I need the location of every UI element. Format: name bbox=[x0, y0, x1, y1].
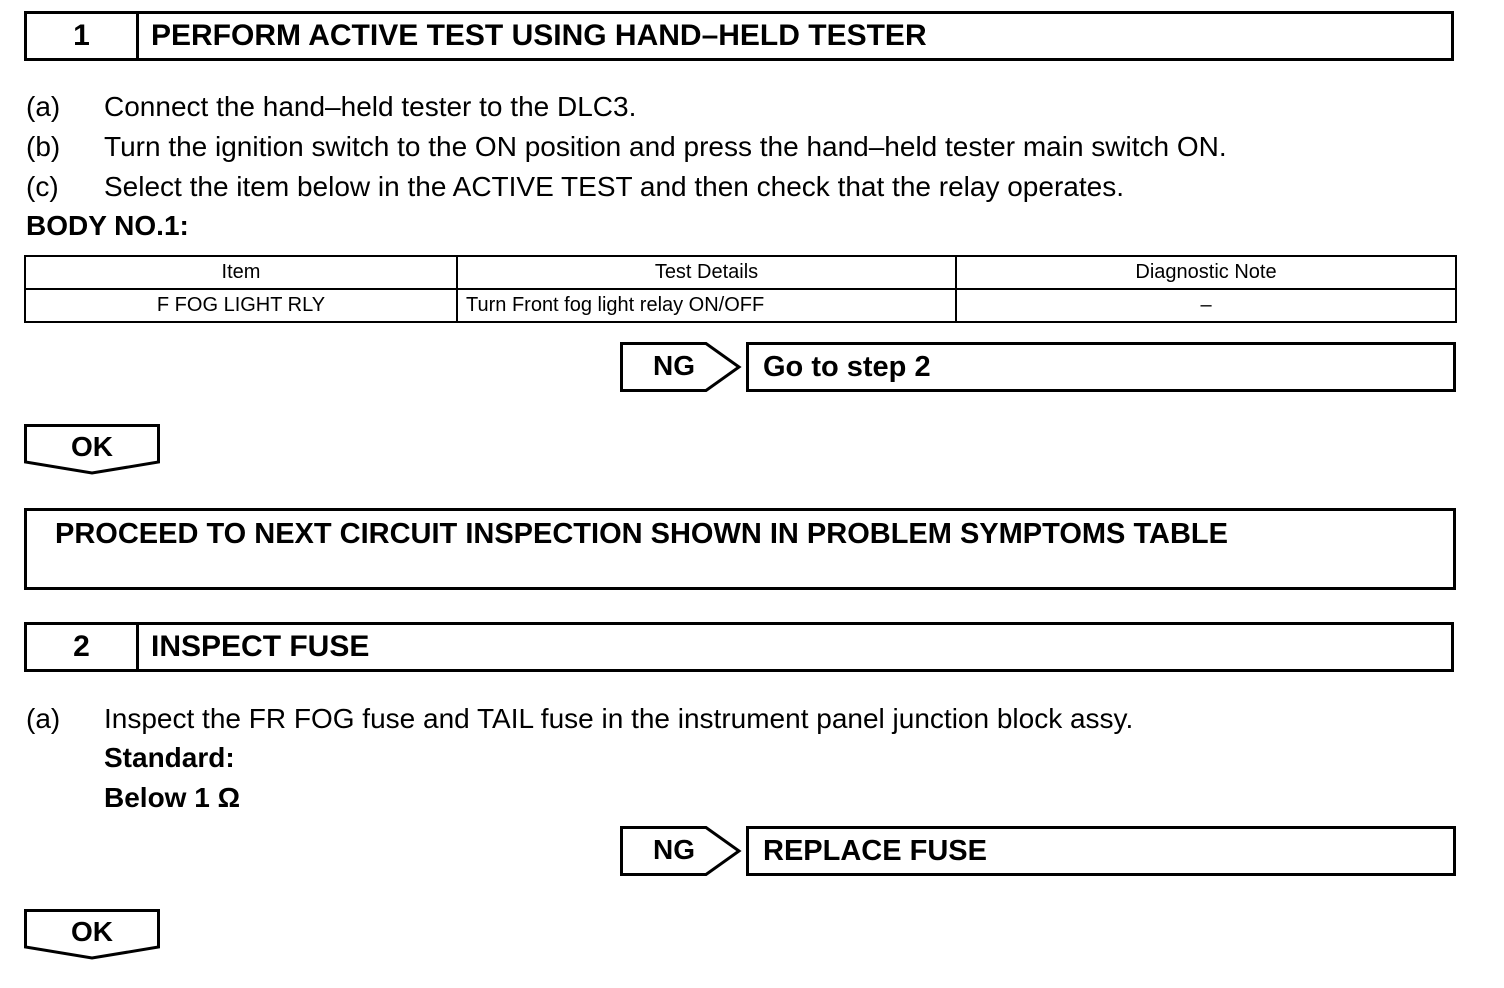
standard-label: Standard: bbox=[104, 742, 235, 773]
table-header-cell: Diagnostic Note bbox=[956, 256, 1456, 289]
ng-tag-step-2 bbox=[620, 826, 742, 876]
instruction-label: (b) bbox=[26, 131, 61, 162]
ng-tag-step-1 bbox=[620, 342, 742, 392]
ok-label: OK bbox=[71, 431, 113, 462]
table-row bbox=[25, 289, 1456, 322]
instruction-text: Select the item below in the ACTIVE TEST and then check that the relay operates. bbox=[104, 171, 1124, 202]
step-2-number: 2 bbox=[27, 625, 139, 669]
table-header-row bbox=[25, 256, 1456, 289]
ng-result-step-1: Go to step 2 bbox=[746, 342, 1456, 392]
step-1-header bbox=[24, 11, 1454, 61]
instruction-label: (a) bbox=[26, 703, 61, 734]
step-2-title: INSPECT FUSE bbox=[151, 630, 370, 663]
ok-label: OK bbox=[71, 916, 113, 947]
standard-value: Below 1 Ω bbox=[104, 782, 241, 813]
instruction-text: Inspect the FR FOG fuse and TAIL fuse in the instrument panel junction block assy. bbox=[104, 703, 1134, 734]
body-subheading: BODY NO.1: bbox=[26, 210, 189, 241]
ok-tag-step-2 bbox=[24, 909, 160, 961]
ng-label: NG bbox=[653, 834, 695, 865]
ng-result-step-2: REPLACE FUSE bbox=[746, 826, 1456, 876]
active-test-table bbox=[24, 255, 1457, 323]
instruction-text: Turn the ignition switch to the ON position and press the hand–held tester main switch ON. bbox=[104, 131, 1227, 162]
ok-result-step-1: PROCEED TO NEXT CIRCUIT INSPECTION SHOWN IN PROBLEM SYMPTOMS TABLE bbox=[24, 508, 1456, 590]
instruction-label: (c) bbox=[26, 171, 59, 202]
table-header-cell: Item bbox=[25, 256, 457, 289]
ng-label: NG bbox=[653, 350, 695, 381]
step-2-header bbox=[24, 622, 1454, 672]
step-1-number: 1 bbox=[27, 14, 139, 58]
instruction-label: (a) bbox=[26, 91, 61, 122]
table-header-cell: Test Details bbox=[457, 256, 956, 289]
table-cell: F FOG LIGHT RLY bbox=[25, 289, 457, 322]
ok-tag-step-1 bbox=[24, 424, 160, 476]
table-cell: Turn Front fog light relay ON/OFF bbox=[457, 289, 956, 322]
table-cell: – bbox=[956, 289, 1456, 322]
step-1-title: PERFORM ACTIVE TEST USING HAND–HELD TESTER bbox=[151, 19, 927, 52]
instruction-text: Connect the hand–held tester to the DLC3. bbox=[104, 91, 637, 122]
